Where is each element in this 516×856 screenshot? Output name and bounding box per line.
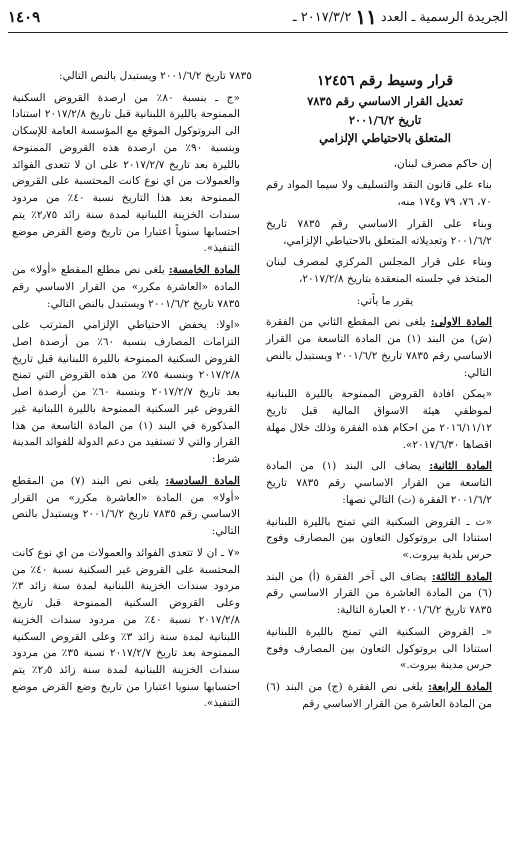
article-5-label: المادة الخامسة: [168,264,240,277]
preamble-governor: إن حاكم مصرف لبنان، [393,157,492,170]
article-5-text: يلغى نص مطلع المقطع «أولا» من المادة «العاشرة مكرر» من القرار الاساسي رقم ٧٨٣٥ تاريخ ٢٠٠١/٦/٢ ويستبدل بالنص التالي: [12,264,240,310]
article-5-quote: «اولا: يخفض الاحتياطي الإلزامي المترتب على التزامات المصارف بنسبة ٦٠٪ من أرصدة اصل القروض السكنية الممنوحة بالليرة اللبنانية قبل تاريخ ٢٠١٧/٢/٨ وبنسبة ٧٥٪ من هذه القروض التي تمنح بعد تاريخ ٢٠١٧/٢/٧ وبنسبة ٦٠٪ من أرصدة اصل القروض غير السكنية الممنوحة بالليرة اللبنانية غير المذكورة في البند (١) من المادة التاسعة من هذا القرار والتي لا تستفيد من دعم الدولة للفوائد المدينة شرط: [12,319,241,466]
article-4-continued: ٧٨٣٥ تاريخ ٢٠٠١/٦/٢ ويستبدل بالنص التالي: [59,70,252,82]
article-1-quote: «يمكن افادة القروض الممنوحة بالليرة اللبنانية لموظفي هيئة الاسواق المالية قبل تاريخ ٢٠١٦/١١/١٢ من احكام هذه الفقرة وذلك خلال مهلة اقصاها ٢٠١٧/٦/٣٠». [266,388,492,451]
preamble-law: بناء على قانون النقد والتسليف ولا سيما المواد رقم ٧٠، ٧٦، ٧٩ و١٧٤ منه، [266,179,492,209]
decision-subtitle: تعديل القرار الاساسي رقم ٧٨٣٥ [307,94,463,109]
right-column [266,70,504,850]
article-2-label: المادة الثانية: [429,460,492,473]
preamble-council: وبناء على قرار المجلس المركزي لمصرف لبنان المتخذ في جلسته المنعقدة بتاريخ ٢٠١٧/٢/٨، [266,256,492,285]
issue-number: ١١ [355,5,377,29]
issue-date: ٢٠١٧/٣/٢ ـ [292,9,352,25]
decision-title: قرار وسيط رقم ١٢٤٥٦ [316,73,454,89]
header-rule [8,32,508,33]
article-2-quote: «ت ـ القروض السكنية التي تمنح بالليرة اللبنانية استنادا الى بروتوكول التعاون بين المصارف وفوج حرس بلدية بيروت.» [266,515,492,561]
article-4 [266,679,504,712]
article-2 [266,458,504,508]
page-header [8,4,508,30]
article-6-quote: «٧ ـ ان لا تتعدى الفوائد والعمولات من اي نوع كانت المحتسبة على القروض غير السكنية نسبة ٤٠٪ من مردود سندات الخزينة اللبنانية لمدة سنة زائد ٣٪ وعلى القروض السكنية الممنوحة قبل تاريخ ٢٠١٧/٢/٨ نسبة ٤٠٪ من مردود سندات الخزينة اللبنانية لمدة سنة زائد ٣٪ وعلى القروض السكنية الممنوحة بعد تاريخ ٢٠١٧/٢/٧ نسبة ٣٥٪ من مردود سندات الخزينة اللبنانية لمدة سنة زائد ٢٫٥٪ يتم احتسابها سنويا اعتبارا من تاريخ وضع القرض موضع التنفيذ». [12,546,241,710]
decision-title-block [266,70,504,148]
article-5 [12,262,252,312]
article-6-text: يلغى نص البند (٧) من المقطع «أولا» من المادة «العاشرة مكرر» من القرار الاساسي رقم ٧٨٣٥ تاريخ ٢٠٠١/٦/٢ ويستبدل بالنص التالي: [12,474,240,538]
page-number: ١٤٠٩ [8,8,41,26]
gazette-title: الجريدة الرسمية ـ العدد [380,9,508,25]
article-4-text: يلغى نص الفقرة (ج) من البند (٦) من المادة العاشرة من القرار الاساسي رقم [266,681,492,710]
preamble-base-decision: وبناء على القرار الاساسي رقم ٧٨٣٥ تاريخ ٢٠٠١/٦/٢ وتعديلاته المتعلق بالاحتياطي الإلزامي، [266,217,492,247]
article-4-label: المادة الرابعة: [428,681,492,694]
gazette-title-group [293,5,508,29]
article-1-label: المادة الاولى: [430,316,492,329]
decision-subject: المتعلق بالاحتياطي الإلزامي [319,131,451,146]
article-3-quote: «ـ القروض السكنية التي تمنح بالليرة اللبنانية استنادا الى بروتوكول التعاون بين المصارف وفوج حرس مدينة بيروت.» [266,625,492,672]
article-3-text: يضاف الى آخر الفقرة (أ) من البند (٦) من المادة العاشرة من القرار الاساسي رقم ٧٨٣٥ تاريخ ٢٠٠١/٦/٢ العبارة التالية: [266,570,492,617]
decision-date: تاريخ ٢٠٠١/٦/٢ [348,112,422,127]
article-2-text: يضاف الى البند (١) من المادة التاسعة من القرار الاساسي رقم ٧٨٣٥ تاريخ ٢٠٠١/٦/٢ الفقرة (ت) التالي نصها: [266,460,492,506]
article-4-quote: «ج ـ بنسبة ٨٠٪ من ارصدة القروض السكنية الممنوحة بالليرة اللبنانية قبل تاريخ ٢٠١٧/٢/٨ استنادا الى البروتوكول الموقع مع المؤسسة العامة للإسكان وبنسبة ٩٠٪ من ارصدة هذه القروض الممنوحة بالليرة بعد تاريخ ٢٠١٧/٢/٧ على ان لا تتعدى الفوائد والعمولات من اي نوع كانت المحتسبة على القروض الممنوحة بعد هذا التاريخ نسبة ٤٠٪ من مردود سندات الخزينة اللبنانية لمدة سنة زائد ٢٫٧٥٪ يتم احتسابها سنوياً اعتبارا من تاريخ وضع القرض موضع التنفيذ». [12,91,241,255]
article-6 [12,473,252,540]
article-3 [266,569,504,619]
article-3-label: المادة الثالثة: [431,570,492,583]
decides-line: يقرر ما يأتي: [356,294,414,307]
article-1-text: يلغى نص المقطع الثاني من الفقرة (ش) من البند (١) من المادة التاسعة من القرار الاساسي رقم ٧٨٣٥ تاريخ ٢٠٠١/٦/٢ ويستبدل بالنص التالي: [266,316,492,379]
article-1 [266,314,504,381]
left-column [12,68,252,850]
article-6-label: المادة السادسة: [165,474,241,487]
